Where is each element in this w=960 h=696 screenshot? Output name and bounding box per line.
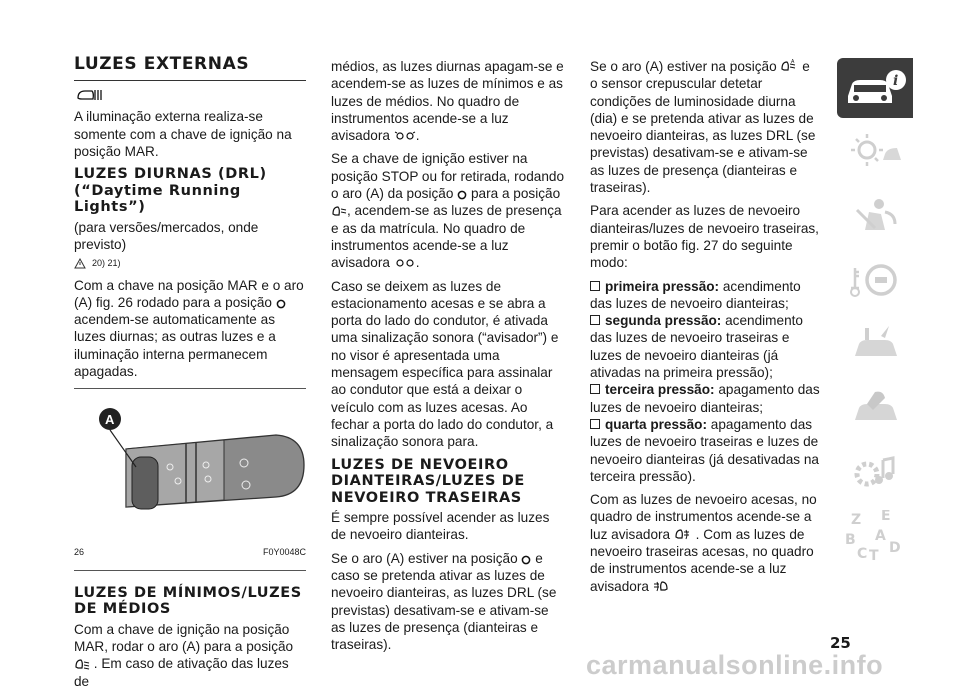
bullet-title: primeira pressão: — [605, 278, 720, 294]
paragraph-5-text-b: e caso se pretenda ativar as luzes de nevoeiro dianteiras, as luzes DRL (se previstas) desativam-se e ativam-se as luzes de presença (dianteiras e traseiras). — [331, 550, 557, 653]
tab-driving[interactable] — [837, 250, 913, 310]
light-stalk-illustration — [74, 397, 306, 542]
column-3 — [590, 58, 820, 601]
paragraph-4: É sempre possível acender as luzes de nevoeiro dianteiras. — [331, 510, 550, 543]
paragraph-6-text-b: e o sensor crepuscular detetar condições de luminosidade diurna (dia) e se pretenda ativar as luzes de nevoeiro dianteiras, as luzes DRL (se previstas) desativam-se e ativam-se as luzes de presença (dianteiras e traseiras). — [590, 59, 816, 196]
tab-index[interactable] — [837, 506, 913, 566]
minimos-text-2: . Em caso de ativação das luzes de — [74, 656, 289, 689]
drl-paragraph — [74, 277, 306, 381]
intro-text: A iluminação externa realiza-se somente com a chave de ignição na posição MAR. — [74, 109, 292, 159]
svg-text:A: A — [791, 59, 795, 65]
figure-label-a: A — [105, 412, 115, 428]
paragraph-1-end: . — [415, 128, 420, 144]
checkbox-bullet-icon — [590, 315, 600, 325]
column-2 — [331, 58, 564, 659]
low-beam-icon — [74, 658, 90, 670]
heading-drl: LUZES DIURNAS (DRL) (“Daytime Running Lights”) — [74, 166, 267, 216]
gear-music-icon — [845, 450, 905, 494]
tab-maintenance[interactable] — [837, 378, 913, 438]
tab-lights[interactable] — [837, 122, 913, 182]
wrench-car-icon — [845, 386, 905, 430]
bullet-title: terceira pressão: — [605, 382, 715, 398]
rear-fog-icon — [653, 579, 669, 593]
chapter-sidebar — [837, 58, 913, 570]
bullet-title: quarta pressão: — [605, 416, 707, 432]
bullet-text: apagamento das luzes de nevoeiro traseiras e luzes de nevoeiro dianteiras (já desativadas na terceira pressão). — [590, 416, 819, 484]
heading-minimos: LUZES DE MÍNIMOS/LUZES DE MÉDIOS — [74, 584, 302, 618]
figure-code: F0Y0048C — [262, 547, 306, 558]
car-info-icon — [842, 66, 908, 110]
svg-text:C: C — [857, 546, 868, 562]
figure-26 — [74, 397, 306, 542]
drl-text: Com a chave na posição MAR e o aro (A) fig. 26 rodado para a posição — [74, 277, 304, 310]
bullet-list — [590, 278, 820, 486]
paragraph-8-text-b: . Com as luzes de nevoeiro traseiras acesas, no quadro de instrumentos acende-se a luz avisadora — [590, 526, 814, 594]
auto-light-icon — [780, 59, 798, 73]
tab-safety[interactable] — [837, 186, 913, 246]
drl-text-2: acendem-se automaticamente as luzes diurnas; as outras luzes e a iluminação interna permanecem apagadas. — [74, 312, 276, 380]
svg-text:B: B — [845, 532, 856, 548]
position-o-icon — [457, 190, 467, 200]
figure-caption — [74, 542, 306, 570]
paragraph-6 — [590, 58, 820, 196]
svg-text:Z: Z — [851, 512, 862, 528]
column-1 — [74, 55, 306, 696]
bullet-title: segunda pressão: — [605, 313, 722, 329]
drl-note: (para versões/mercados, onde previsto) — [74, 219, 259, 252]
paragraph-3: Caso se deixem as luzes de estacionamento acesas e se abra a porta do lado do condutor, é ativada uma sinalização sonora (“avisador”) e no visor é apresentada uma mensagem específica para assinalar ao condutor que está a deixar o veículo com as luzes acesas. Ao fechar a porta do lado do condutor, a sinalização sonora para. — [331, 278, 559, 450]
list-item — [590, 416, 820, 485]
paragraph-2-text-c: , acendem-se as luzes de presença e as da matrícula. No quadro de instrumentos acende-se a luz avisadora — [331, 203, 562, 271]
paragraph-6-text-a: Se o aro (A) estiver na posição — [590, 59, 777, 74]
warning-ref-numbers: 20) 21) — [92, 258, 121, 269]
svg-text:i: i — [893, 73, 899, 89]
section-title: LUZES EXTERNAS — [74, 55, 306, 81]
position-o-icon — [521, 555, 531, 565]
exterior-lights-icon — [74, 87, 306, 107]
svg-text:T: T — [869, 548, 879, 562]
tab-emergency[interactable] — [837, 314, 913, 374]
checkbox-bullet-icon — [590, 281, 600, 291]
checkbox-bullet-icon — [590, 384, 600, 394]
paragraph-5 — [331, 550, 564, 654]
airbag-seat-icon — [845, 194, 905, 238]
paragraph-1-text: médios, as luzes diurnas apagam-se e acendem-se as luzes de mínimos e as luzes de médios. No quadro de instrumentos acende-se a luz avisadora — [331, 59, 564, 144]
minimos-paragraph — [74, 621, 306, 690]
paragraph-1 — [331, 58, 564, 144]
heading-nevoeiro: LUZES DE NEVOEIRO DIANTEIRAS/LUZES DE NEVOEIRO TRASEIRAS — [331, 456, 525, 506]
watermark: carmanualsonline.info — [586, 650, 884, 680]
bullet-text: acendimento das luzes de nevoeiro dianteiras; — [590, 278, 801, 311]
paragraph-2-text-a: Se a chave de ignição estiver na posição STOP ou for retirada, rodando o aro (A) da posição — [331, 151, 564, 202]
paragraph-8-text-a: Com as luzes de nevoeiro acesas, no quadro de instrumentos acende-se a luz avisadora — [590, 492, 817, 542]
paragraph-8 — [590, 491, 820, 595]
index-letters-icon — [845, 510, 905, 562]
steering-key-icon — [845, 258, 905, 302]
warning-triangle-icon — [74, 258, 86, 269]
paragraph-2-end: . — [415, 255, 420, 271]
list-item — [590, 312, 820, 381]
page-number: 25 — [830, 634, 851, 652]
paragraph-2-text-b: para a posição — [470, 186, 561, 202]
position-o-icon — [276, 299, 286, 309]
tab-car-info[interactable] — [837, 58, 913, 118]
paragraph-7: Para acender as luzes de nevoeiro dianteiras/luzes de nevoeiro traseiras, premir o botão fig. 27 do seguinte modo: — [590, 203, 819, 271]
position-lights-icon — [394, 257, 416, 269]
sun-light-icon — [845, 130, 905, 174]
warning-refs — [74, 255, 306, 272]
position-lights-icon — [394, 130, 416, 142]
list-item — [590, 278, 820, 313]
minimos-text: Com a chave de ignição na posição MAR, rodar o aro (A) para a posição — [74, 621, 294, 654]
low-beam-icon — [331, 205, 347, 217]
car-tools-icon — [845, 322, 905, 366]
front-fog-icon — [674, 527, 692, 541]
checkbox-bullet-icon — [590, 419, 600, 429]
svg-text:D: D — [889, 540, 901, 556]
tab-multimedia[interactable] — [837, 442, 913, 502]
divider — [74, 388, 306, 389]
svg-text:A: A — [875, 528, 886, 544]
bullet-text: acendimento das luzes de nevoeiro traseiras e luzes de nevoeiro dianteiras (já ativadas na primeira pressão); — [590, 313, 803, 381]
figure-number: 26 — [74, 547, 85, 558]
svg-text:E: E — [881, 510, 891, 524]
paragraph-2 — [331, 150, 564, 271]
list-item — [590, 381, 820, 416]
bullet-text: apagamento das luzes de nevoeiro dianteiras; — [590, 382, 820, 415]
paragraph-5-text-a: Se o aro (A) estiver na posição — [331, 550, 518, 566]
